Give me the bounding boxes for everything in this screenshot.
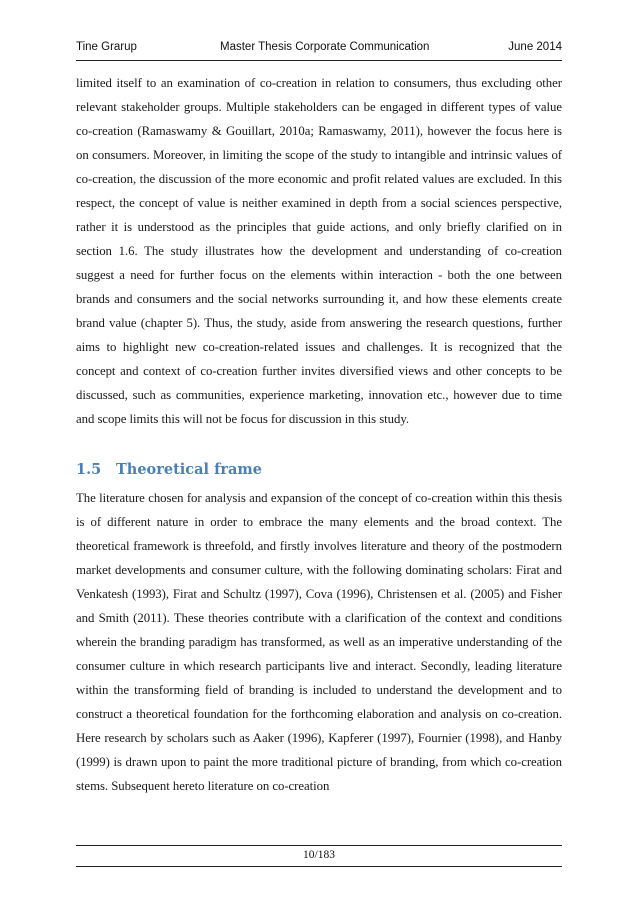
paragraph-scope: limited itself to an examination of co-creation in relation to consumers, thus excluding other relevant stakeholder groups. Multiple stakeholders can be engaged in different types of value co-creation (Ramaswamy & Gouillart, 2010a; Ramaswamy, 2011), however the focus here is on consumers. Moreover, in limiting the scope of the study to intangible and intrinsic values of co-creation, the discussion of the more economic and profit related values are excluded. In this respect, the concept of value is neither examined in depth from a social sciences perspective, rather it is understood as the principles that guide actions, and only briefly clarified on in section 1.6. The study illustrates how the development and understanding of co-creation suggest a need for further focus on the elements within interaction - both the one between brands and consumers and the social networks surrounding it, and how these elements create brand value (chapter 5). Thus, the study, aside from answering the research questions, further aims to highlight new co-creation-related issues and challenges. It is recognized that the concept and context of co-creation further invites diversified views and other concepts to be discussed, such as communities, experience marketing, innovation etc., however due to time and scope limits this will not be focus for discussion in this study. [76, 76, 562, 426]
header-rule [76, 60, 562, 61]
header-title: Master Thesis Corporate Communication [220, 41, 430, 53]
header-author: Tine Grarup [76, 41, 137, 53]
page-header [76, 41, 562, 59]
footer-rule-bottom [76, 866, 562, 867]
section-title: Theoretical frame [116, 461, 262, 478]
section-number: 1.5 [76, 461, 102, 478]
paragraph-theoretical-frame: The literature chosen for analysis and expansion of the concept of co-creation within this thesis is of different nature in order to embrace the many elements and the broad context. The theoretical framework is threefold, and firstly involves literature and theory of the postmodern market developments and consumer culture, with the following dominating scholars: Firat and Venkatesh (1993), Firat and Schultz (1997), Cova (1996), Christensen et al. (2005) and Fisher and Smith (2011). These theories contribute with a clarification of the context and conditions wherein the branding paradigm has transformed, as well as an imperative understanding of the consumer culture in which research participants live and interact. Secondly, leading literature within the transforming field of branding is included to understand the development and to construct a theoretical foundation for the forthcoming elaboration and analysis on co-creation. Here research by scholars such as Aaker (1996), Kapferer (1997), Fournier (1998), and Hanby (1999) is drawn upon to paint the more traditional picture of branding, from which co-creation stems. Subsequent hereto literature on co-creation [76, 491, 562, 793]
header-date: June 2014 [508, 41, 562, 53]
page-number: 10/183 [303, 849, 335, 861]
section-heading [76, 458, 562, 482]
